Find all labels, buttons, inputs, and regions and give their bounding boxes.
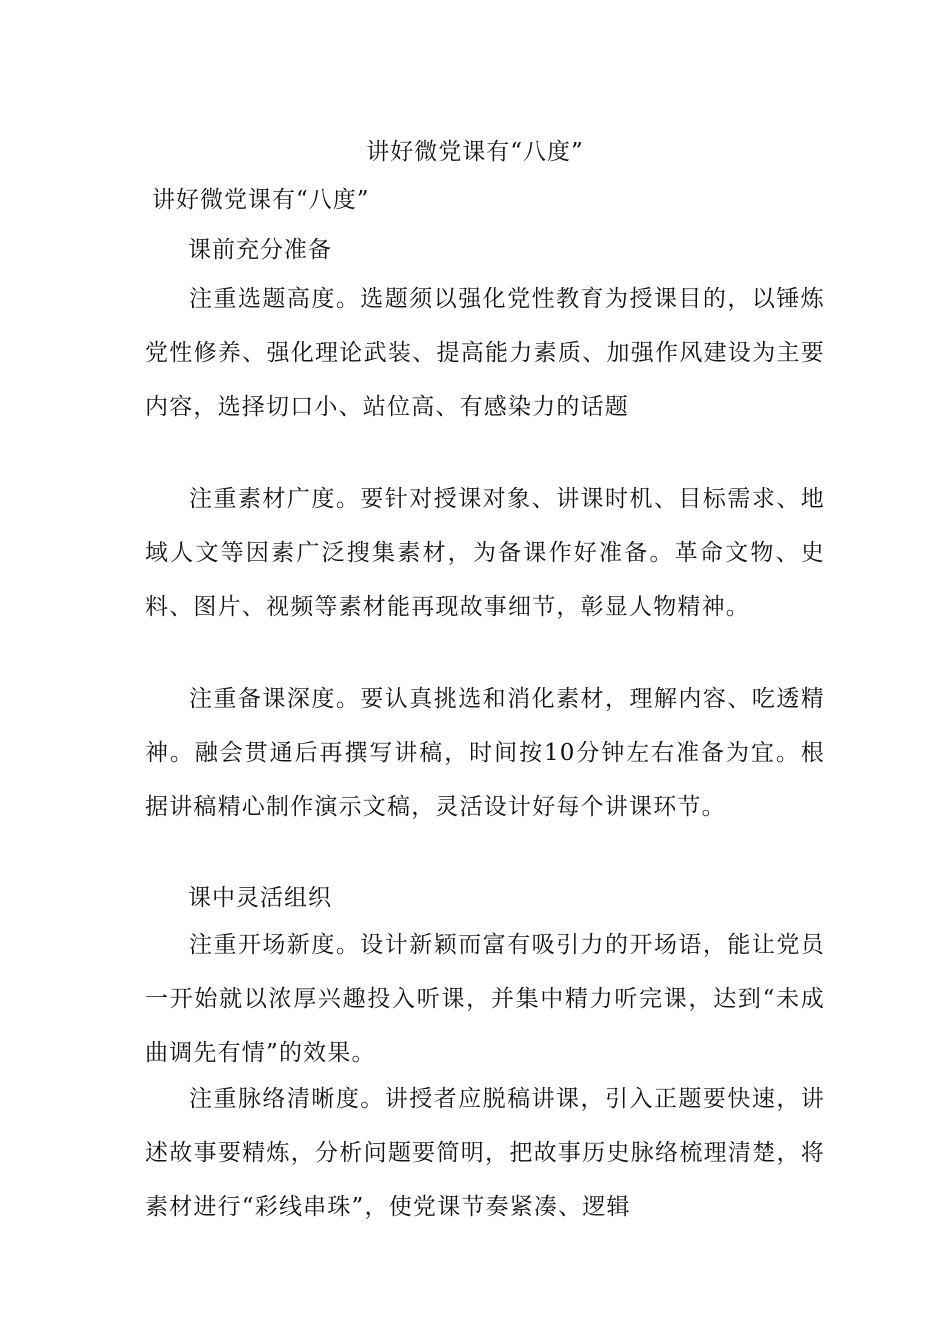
document-subtitle: 讲好微党课有“八度” <box>152 187 370 213</box>
section-heading-before-class: 课前充分准备 <box>188 237 332 263</box>
section-heading-during-class: 课中灵活组织 <box>188 885 332 911</box>
paragraph-preparation-depth: 注重备课深度。要认真挑选和消化素材，理解内容、吃透精神。融会贯通后再撰写讲稿，时间按10分钟左右准备为宜。根据讲稿精心制作演示文稿，灵活设计好每个讲课环节。 <box>145 686 825 820</box>
document-title: 讲好微党课有“八度” <box>366 139 584 165</box>
paragraph-topic-height: 注重选题高度。选题须以强化党性教育为授课目的，以锤炼党性修养、强化理论武装、提高能力素质、加强作风建设为主要内容，选择切口小、站位高、有感染力的话题 <box>145 286 825 420</box>
paragraph-material-breadth: 注重素材广度。要针对授课对象、讲课时机、目标需求、地域人文等因素广泛搜集素材，为备课作好准备。革命文物、史料、图片、视频等素材能再现故事细节，彰显人物精神。 <box>145 486 825 620</box>
paragraph-opening-novelty: 注重开场新度。设计新颖而富有吸引力的开场语，能让党员一开始就以浓厚兴趣投入听课，并集中精力听完课，达到“未成曲调先有情”的效果。 <box>145 932 825 1066</box>
paragraph-clarity: 注重脉络清晰度。讲授者应脱稿讲课，引入正题要快速，讲述故事要精炼，分析问题要简明，把故事历史脉络梳理清楚，将素材进行“彩线串珠”，使党课节奏紧凑、逻辑 <box>145 1086 825 1220</box>
